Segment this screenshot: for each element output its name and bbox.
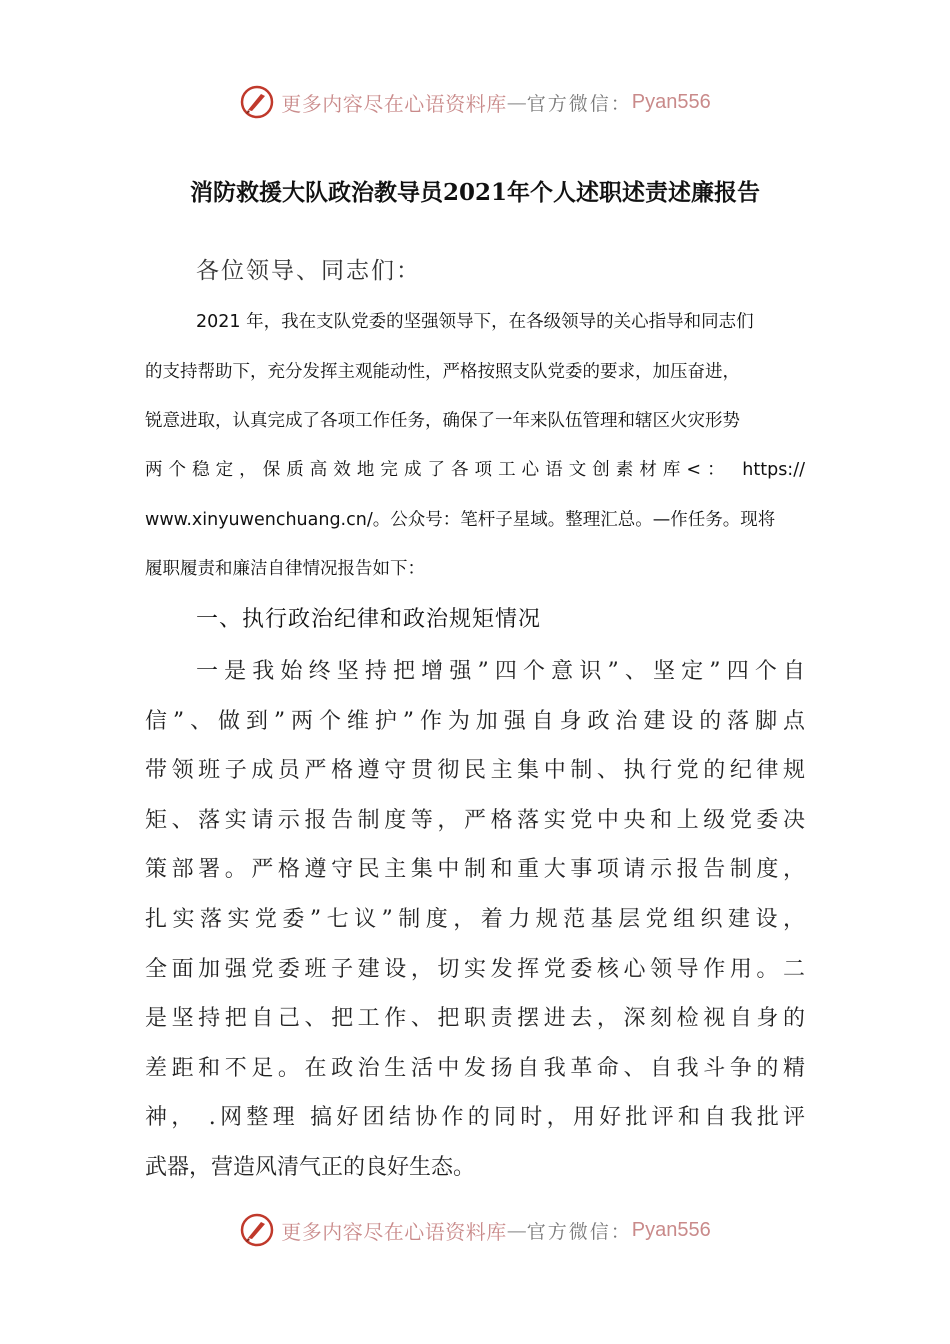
paragraph-line: 信”、做到”两个维护”作为加强自身政治建设的落脚点 <box>145 709 805 734</box>
paragraph-line: 扎实落实党委”七议”制度，着力规范基层党组织建设， <box>145 907 805 932</box>
banner-wechat-label: 官方微信： <box>526 1220 632 1243</box>
banner-wechat-id: Pyan556 <box>631 90 711 113</box>
document-title: 消防救援大队政治教导员2021年个人述职述责述廉报告 <box>189 179 760 206</box>
banner-slogan: 更多内容尽在心语资料库 <box>281 1219 507 1244</box>
paragraph-line: 一是我始终坚持把增强”四个意识”、坚定”四个自 <box>196 659 805 684</box>
intro-line: www.xinyuwenchuang.cn/。公众号：笔杆子星域。整理汇总。—作任务。现将 <box>145 510 776 530</box>
banner-separator: — <box>506 1218 527 1242</box>
salutation: 各位领导、同志们： <box>196 258 421 284</box>
intro-line: 的支持帮助下，充分发挥主观能动性，严格按照支队党委的要求，加压奋进， <box>145 362 740 382</box>
banner-wechat-label: 官方微信： <box>526 92 632 115</box>
banner-wechat-id: Pyan556 <box>631 1218 711 1241</box>
intro-line: 两个稳定，保质高效地完成了各项工心语文创素材库<： https:// <box>145 460 805 480</box>
paragraph-line: 神， .网整理 搞好团结协作的同时，用好批评和自我批评 <box>145 1105 805 1130</box>
quill-logo-icon <box>239 84 275 120</box>
paragraph-line: 差距和不足。在政治生活中发扬自我革命、自我斗争的精 <box>145 1056 805 1081</box>
banner-slogan: 更多内容尽在心语资料库 <box>281 91 507 116</box>
watermark-banner-top <box>0 82 950 122</box>
intro-line: 履职履责和廉洁自律情况报告如下： <box>145 559 425 579</box>
paragraph-line: 带领班子成员严格遵守贯彻民主集中制、执行党的纪律规 <box>145 758 805 783</box>
paragraph-line: 全面加强党委班子建设，切实发挥党委核心领导作用。二 <box>145 957 805 982</box>
paragraph-line: 是坚持把自己、把工作、把职责摆进去，深刻检视自身的 <box>145 1006 805 1031</box>
paragraph-line: 武器，营造风清气正的良好生态。 <box>145 1155 476 1180</box>
banner-separator: — <box>506 90 527 114</box>
section-heading: 一、执行政治纪律和政治规矩情况 <box>196 607 542 632</box>
paragraph-line: 策部署。严格遵守民主集中制和重大事项请示报告制度， <box>145 857 805 882</box>
paragraph-line: 矩、落实请示报告制度等，严格落实党中央和上级党委决 <box>145 808 805 833</box>
intro-line: 2021 年，我在支队党委的坚强领导下，在各级领导的关心指导和同志们 <box>196 312 754 332</box>
intro-line: 锐意进取，认真完成了各项工作任务，确保了一年来队伍管理和辖区火灾形势 <box>145 411 740 431</box>
quill-logo-icon <box>239 1212 275 1248</box>
watermark-banner-bottom <box>0 1210 950 1250</box>
